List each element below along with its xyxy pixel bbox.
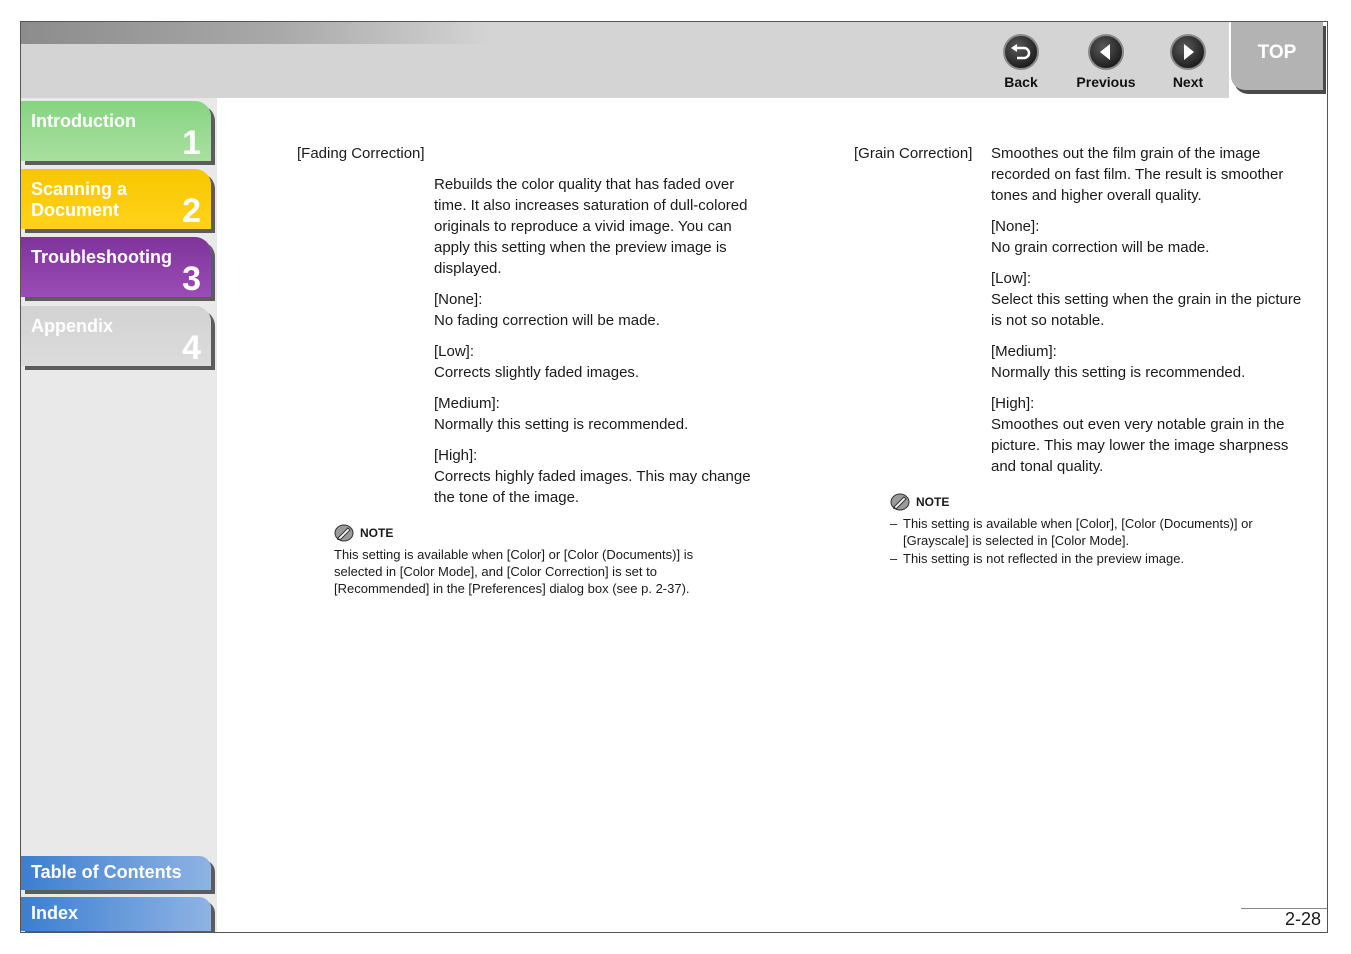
tab-label: Troubleshooting bbox=[31, 247, 172, 267]
tab-introduction[interactable] bbox=[21, 101, 211, 161]
grain-option: [High]: Smoothes out even very notable grain in the picture. This may lower the image sharpness and tonal quality. bbox=[991, 395, 1289, 475]
back-button[interactable] bbox=[986, 34, 1056, 90]
previous-label: Previous bbox=[1076, 74, 1136, 90]
table-of-contents-label: Table of Contents bbox=[31, 862, 182, 882]
note-heading: NOTE bbox=[890, 493, 1310, 511]
grain-intro: Smoothes out the film grain of the image recorded on fast film. The result is smoother tones and higher overall quality. bbox=[991, 145, 1284, 204]
fading-option: [Medium]: Normally this setting is recommended. bbox=[434, 395, 689, 433]
grain-option: [None]: No grain correction will be made. bbox=[991, 218, 1210, 256]
fading-intro: Rebuilds the color quality that has faded over time. It also increases saturation of dull-colored originals to reproduce a vivid image. You can apply this setting when the preview image is displayed. bbox=[434, 176, 748, 277]
page-frame bbox=[20, 21, 1328, 933]
page-number: 2-28 bbox=[1284, 909, 1321, 929]
tab-number: 1 bbox=[182, 124, 201, 162]
note-list bbox=[890, 515, 1310, 567]
main-content bbox=[217, 98, 1327, 932]
tab-appendix[interactable] bbox=[21, 306, 211, 366]
index-button[interactable] bbox=[21, 897, 211, 931]
grain-correction-description bbox=[991, 143, 1311, 487]
fading-option: [High]: Corrects highly faded images. This may change the tone of the image. bbox=[434, 447, 751, 506]
tab-number: 4 bbox=[182, 329, 201, 367]
tab-label: Appendix bbox=[31, 316, 114, 336]
fading-option: [Low]: Corrects slightly faded images. bbox=[434, 343, 640, 381]
tab-scanning-a-document[interactable] bbox=[21, 169, 211, 229]
back-label: Back bbox=[1004, 74, 1038, 90]
fading-correction-description bbox=[434, 174, 754, 518]
note-text: This setting is available when [Color] or [Color (Documents)] is selected in [Color Mode], and [Color Correction] is set to [Recommended] in the [Preferences] dialog box (see p. 2-37). bbox=[334, 547, 694, 596]
tab-label: Introduction bbox=[31, 111, 136, 131]
grain-option: [Medium]: Normally this setting is recommended. bbox=[991, 343, 1246, 381]
index-label: Index bbox=[31, 903, 79, 923]
header-gradient bbox=[21, 22, 491, 44]
tab-troubleshooting[interactable] bbox=[21, 237, 211, 297]
fading-note bbox=[334, 524, 739, 597]
next-arrow-icon bbox=[1170, 34, 1206, 70]
top-label: TOP bbox=[1257, 42, 1297, 63]
grain-note bbox=[890, 493, 1310, 568]
fading-correction-term: [Fading Correction] bbox=[297, 145, 425, 162]
pencil-note-icon bbox=[334, 524, 354, 542]
next-button[interactable] bbox=[1153, 34, 1223, 90]
fading-option: [None]: No fading correction will be made. bbox=[434, 291, 660, 329]
note-list-item: – This setting is not reflected in the preview image. bbox=[890, 550, 1310, 567]
top-button[interactable] bbox=[1229, 22, 1328, 98]
top-tab-shape bbox=[1231, 22, 1323, 90]
pencil-note-icon bbox=[890, 493, 910, 511]
previous-button[interactable] bbox=[1071, 34, 1141, 90]
previous-arrow-icon bbox=[1088, 34, 1124, 70]
note-heading: NOTE bbox=[334, 524, 739, 542]
header-bar bbox=[21, 22, 1229, 98]
note-list-item: – This setting is available when [Color], [Color (Documents)] or [Grayscale] is selected in [Color Mode]. bbox=[890, 515, 1310, 549]
sidebar bbox=[21, 98, 217, 932]
table-of-contents-button[interactable] bbox=[21, 856, 211, 890]
back-icon bbox=[1003, 34, 1039, 70]
tab-number: 3 bbox=[182, 260, 201, 298]
grain-correction-term: [Grain Correction] bbox=[854, 145, 973, 162]
tab-number: 2 bbox=[182, 192, 201, 230]
next-label: Next bbox=[1172, 74, 1204, 90]
grain-option: [Low]: Select this setting when the grain in the picture is not so notable. bbox=[991, 270, 1302, 329]
tab-label: Scanning a Document bbox=[31, 179, 128, 220]
